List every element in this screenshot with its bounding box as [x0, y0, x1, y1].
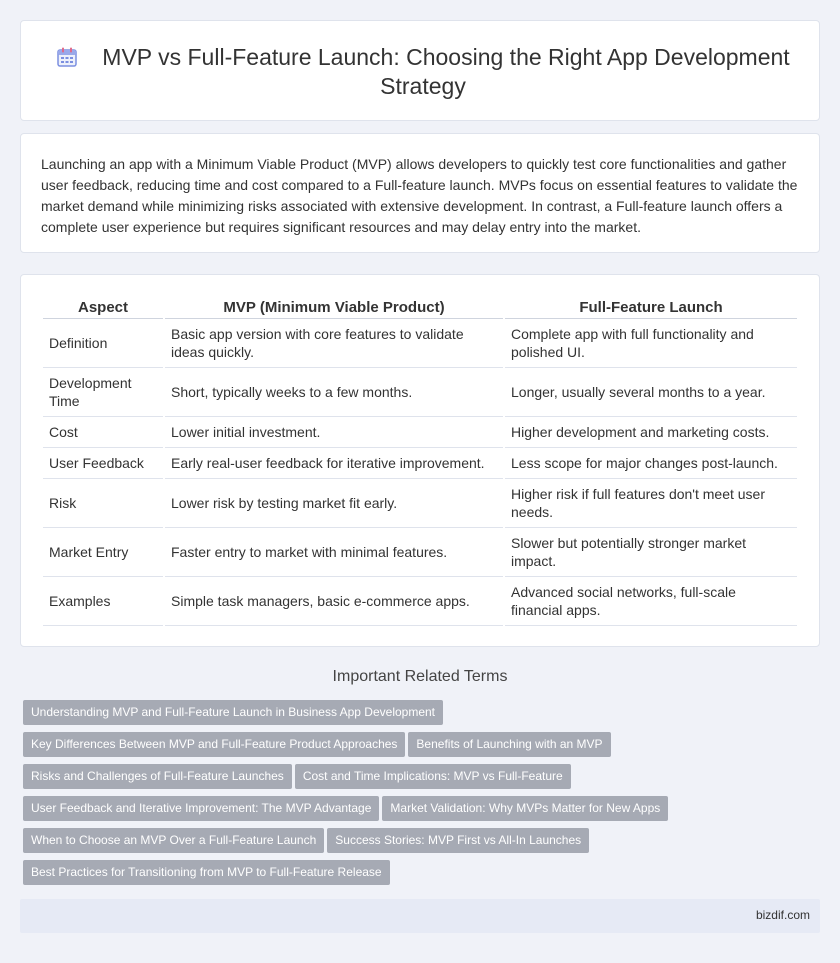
header-mvp: MVP (Minimum Viable Product) [165, 297, 503, 319]
comparison-table-card [20, 274, 820, 647]
comparison-table [41, 297, 799, 626]
related-term-tag[interactable]: Key Differences Between MVP and Full-Feature Product Approaches [23, 732, 405, 757]
page-title [41, 43, 805, 101]
related-term-tag[interactable]: Success Stories: MVP First vs All-In Launches [327, 828, 589, 853]
cell-full-feature: Longer, usually several months to a year. [505, 368, 797, 417]
cell-aspect: Development Time [43, 368, 163, 417]
footer-bar [20, 899, 820, 933]
cell-aspect: Market Entry [43, 528, 163, 577]
header-aspect: Aspect [43, 297, 163, 319]
cell-full-feature: Higher risk if full features don't meet user needs. [505, 479, 797, 528]
related-term-tag[interactable]: User Feedback and Iterative Improvement: The MVP Advantage [23, 796, 379, 821]
cell-mvp: Faster entry to market with minimal features. [165, 528, 503, 577]
cell-aspect: Examples [43, 577, 163, 626]
table-row [43, 479, 797, 528]
cell-mvp: Basic app version with core features to validate ideas quickly. [165, 319, 503, 368]
related-term-tag[interactable]: When to Choose an MVP Over a Full-Feature Launch [23, 828, 324, 853]
table-row [43, 448, 797, 479]
table-row [43, 577, 797, 626]
related-term-tag[interactable]: Benefits of Launching with an MVP [408, 732, 610, 757]
table-row [43, 528, 797, 577]
cell-mvp: Simple task managers, basic e-commerce apps. [165, 577, 503, 626]
cell-mvp: Lower risk by testing market fit early. [165, 479, 503, 528]
header-full-feature: Full-Feature Launch [505, 297, 797, 319]
related-term-tag[interactable]: Understanding MVP and Full-Feature Launch in Business App Development [23, 700, 443, 725]
title-wrap [41, 43, 805, 101]
cell-full-feature: Complete app with full functionality and polished UI. [505, 319, 797, 368]
table-row [43, 417, 797, 448]
related-term-tag[interactable]: Best Practices for Transitioning from MVP to Full-Feature Release [23, 860, 390, 885]
related-term-tag[interactable]: Market Validation: Why MVPs Matter for New Apps [382, 796, 668, 821]
header-card [20, 20, 820, 121]
cell-aspect: Cost [43, 417, 163, 448]
page-title-text: MVP vs Full-Feature Launch: Choosing the Right App Development Strategy [102, 44, 790, 99]
cell-mvp: Lower initial investment. [165, 417, 503, 448]
cell-mvp: Short, typically weeks to a few months. [165, 368, 503, 417]
intro-card [20, 133, 820, 253]
cell-full-feature: Less scope for major changes post-launch. [505, 448, 797, 479]
related-terms-heading: Important Related Terms [332, 668, 508, 685]
cell-full-feature: Higher development and marketing costs. [505, 417, 797, 448]
cell-full-feature: Advanced social networks, full-scale financial apps. [505, 577, 797, 626]
cell-aspect: User Feedback [43, 448, 163, 479]
cell-mvp: Early real-user feedback for iterative improvement. [165, 448, 503, 479]
related-term-tag[interactable]: Risks and Challenges of Full-Feature Launches [23, 764, 292, 789]
table-row [43, 319, 797, 368]
footer-site-link[interactable]: bizdif.com [755, 908, 810, 922]
calendar-icon [56, 46, 78, 68]
table-header-row [43, 297, 797, 319]
cell-full-feature: Slower but potentially stronger market impact. [505, 528, 797, 577]
table-row [43, 368, 797, 417]
cell-aspect: Definition [43, 319, 163, 368]
cell-aspect: Risk [43, 479, 163, 528]
intro-paragraph: Launching an app with a Minimum Viable Product (MVP) allows developers to quickly test core functionalities and gather user feedback, reducing time and cost compared to a Full-feature launch. MVPs focus on essential features to validate the market demand while minimizing risks associated with extensive development. In contrast, a Full-feature launch offers a complete user experience but requires significant resources and may delay entry into the market. [41, 156, 798, 235]
related-terms-list [23, 700, 823, 892]
related-term-tag[interactable]: Cost and Time Implications: MVP vs Full-Feature [295, 764, 571, 789]
